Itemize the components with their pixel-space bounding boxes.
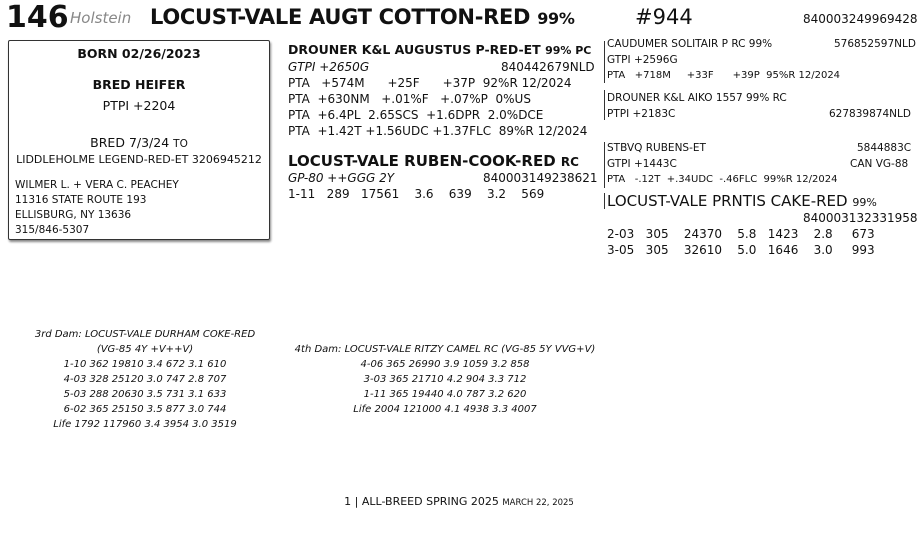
dam-dam-record-2: 3-05 305 32610 5.0 1646 3.0 993: [607, 243, 875, 257]
dam-sire-pta: PTA -.12T +.34UDC -.46FLC 99%R 12/2024: [607, 174, 838, 185]
bred-label: BRED: [90, 135, 125, 150]
bred-sire: LIDDLEHOLME LEGEND-RED-ET 3206945212: [16, 153, 262, 166]
dam-dam-record-1: 2-03 305 24370 5.8 1423 2.8 673: [607, 227, 875, 241]
sire-dam-name: DROUNER K&L AIKO 1557 99% RC: [607, 92, 787, 104]
sire-pta-2: PTA +630NM +.01%F +.07%P 0%US: [288, 92, 531, 106]
third-dam-line: Life 1792 117960 3.4 3954 3.0 3519: [53, 419, 237, 430]
bred-date: [9, 135, 269, 150]
dam-suffix: RC: [560, 155, 579, 169]
dam-class: GP-80 ++GGG 2Y: [288, 171, 395, 185]
sire-pta-1: PTA +574M +25F +37P 92%R 12/2024: [288, 76, 572, 90]
bred-date-value: 7/3/24: [128, 135, 170, 150]
dam-dam-pct: 99%: [852, 196, 877, 209]
owner-names: WILMER L. + VERA C. PEACHEY: [15, 179, 179, 191]
sire-pta-3: PTA +6.4PL 2.65SCS +1.6DPR 2.0%DCE: [288, 108, 544, 122]
sale-date: MARCH 22, 2025: [502, 498, 574, 508]
sire-name: [288, 42, 591, 57]
footer-separator: |: [354, 495, 362, 508]
sire-dam-ptpi: PTPI +2183C: [607, 108, 676, 120]
third-dam-line: 6-02 365 25150 3.5 877 3.0 744: [63, 404, 227, 415]
dam-record: 1-11 289 17561 3.6 639 3.2 569: [288, 187, 545, 201]
third-dam-line: 1-10 362 19810 3.4 672 3.1 610: [63, 359, 227, 370]
fourth-dam-line: 1-11 365 19440 4.0 787 3.2 620: [363, 389, 527, 400]
breed-label: Holstein: [70, 9, 132, 27]
info-box: [8, 40, 270, 240]
sire-sire-reg: 576852597NLD: [834, 38, 916, 50]
registration-number: 840003249969428: [803, 12, 918, 26]
ptpi-value: PTPI +2204: [102, 98, 176, 113]
dam-sire-reg: 5844883C: [857, 142, 912, 154]
third-dam-block: [20, 327, 270, 432]
third-dam-line: 5-03 288 20630 3.5 731 3.1 633: [63, 389, 227, 400]
third-dam-line: 4-03 328 25120 3.0 747 2.8 707: [63, 374, 227, 385]
lot-number: 146: [6, 0, 69, 35]
sire-sire-name: CAUDUMER SOLITAIR P RC 99%: [607, 38, 773, 50]
dam-dam-bracket: [604, 193, 605, 209]
sale-name: ALL-BREED SPRING 2025: [361, 495, 499, 508]
sire-pta-4: PTA +1.42T +1.56UDC +1.37FLC 89%R 12/2024: [288, 124, 588, 138]
sire-gtpi: GTPI +2650G: [288, 60, 370, 74]
tag-number: #944: [635, 5, 693, 29]
fourth-dam-line: 4th Dam: LOCUST-VALE RITZY CAMEL RC (VG-85 5Y VVG+V): [294, 344, 596, 355]
owner-street: 11316 STATE ROUTE 193: [15, 194, 147, 206]
dam-name-text: LOCUST-VALE RUBEN-COOK-RED: [288, 152, 556, 170]
sire-reg: 840442679NLD: [501, 60, 595, 74]
owner-phone: 315/846-5307: [15, 224, 90, 236]
dam-name: [288, 152, 579, 170]
fourth-dam-line: 4-06 365 26990 3.9 1059 3.2 858: [360, 359, 530, 370]
sire-dam-reg: 627839874NLD: [829, 108, 911, 120]
dam-sire-can: CAN VG-88: [850, 158, 909, 170]
dam-dam-reg: 840003132331958: [803, 211, 918, 225]
sire-name-text: DROUNER K&L AUGUSTUS P-RED-ET: [288, 42, 541, 57]
dam-reg: 840003149238621: [483, 171, 598, 185]
dam-bracket: [604, 142, 605, 188]
fourth-dam-line: Life 2004 121000 4.1 4938 3.3 4007: [353, 404, 537, 415]
sire-dam-bracket: [604, 90, 605, 120]
dam-dam-name: [607, 192, 877, 210]
third-dam-line: 3rd Dam: LOCUST-VALE DURHAM COKE-RED: [34, 329, 256, 340]
page-number: 1: [344, 495, 352, 508]
sire-sire-pta: PTA +718M +33F +39P 95%R 12/2024: [607, 70, 841, 81]
animal-name-text: LOCUST-VALE AUGT COTTON-RED: [150, 5, 531, 29]
bred-to-label: TO: [173, 138, 188, 150]
status-label: BRED HEIFER: [92, 77, 186, 92]
dam-sire-name: STBVQ RUBENS-ET: [607, 142, 706, 154]
dam-sire-gtpi: GTPI +1443C: [607, 158, 677, 170]
fourth-dam-block: [285, 342, 605, 417]
third-dam-line: (VG-85 4Y +V++V): [96, 344, 194, 355]
animal-name: [150, 5, 575, 29]
sire-sire-gtpi: GTPI +2596G: [607, 54, 678, 66]
page-footer: [0, 495, 918, 508]
animal-name-pct: 99%: [537, 9, 575, 28]
born-date: BORN 02/26/2023: [77, 46, 201, 61]
sire-bracket: [604, 41, 605, 83]
sire-pct: 99% PC: [545, 44, 592, 57]
fourth-dam-line: 3-03 365 21710 4.2 904 3.3 712: [363, 374, 527, 385]
dam-dam-name-text: LOCUST-VALE PRNTIS CAKE-RED: [607, 192, 848, 210]
owner-city: ELLISBURG, NY 13636: [15, 209, 132, 221]
